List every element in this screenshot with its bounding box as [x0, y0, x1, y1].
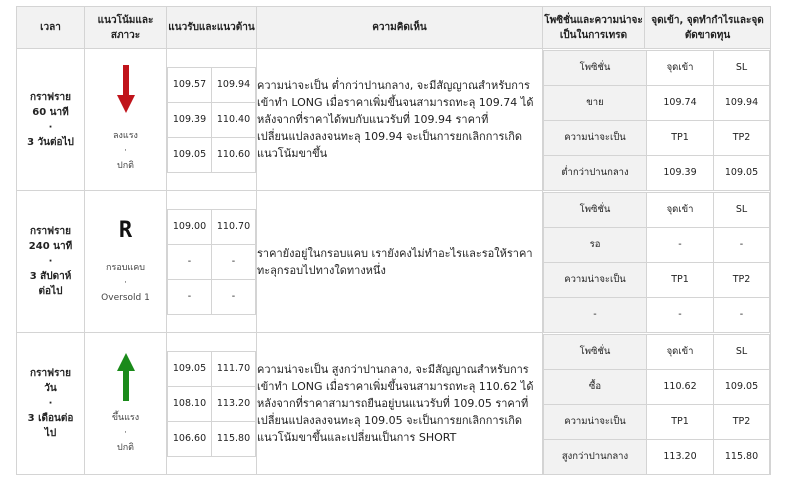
header-period: เวลา [17, 7, 85, 49]
support-level: 109.57 [168, 67, 212, 102]
trend-state: ปกติ [116, 443, 134, 453]
position-grid-cell [543, 333, 771, 475]
sl-value: - [714, 227, 770, 262]
support-level: - [168, 279, 212, 314]
table-row [17, 49, 771, 191]
resistance-level: 110.60 [212, 137, 256, 172]
probability-label: ความน่าจะเป็น [544, 404, 647, 439]
comment-text: ความน่าจะเป็น สูงกว่าปานกลาง, จะมีสัญญาณสำหรับการเข้าทำ LONG เมื่อราคาเพิ่มขึ้นจนสามารถทะลุ 110.62 ได้หลังจากที่ราคาสามารถยืนอยู่บนแนวรับที่ 109.05 ราคาที่เปลี่ยนแปลงลงจนทะลุ 109.05 จะเป็นการยกเลิกการเกิดแนวโน้มขาขึ้นและเปลี่ยนเป็นการ SHORT [257, 333, 543, 475]
position-grid [543, 50, 770, 190]
sl-label: SL [714, 334, 770, 369]
trend-label: ลงแรง [113, 131, 138, 141]
resistance-level: - [212, 279, 256, 314]
period-line: 240 นาที [28, 241, 73, 252]
position-value: ซื้อ [544, 369, 647, 404]
entry-value: - [647, 227, 714, 262]
sl-value: 109.94 [714, 85, 770, 120]
tp1-value: 113.20 [647, 439, 714, 474]
period-cell [17, 191, 85, 333]
tp2-label: TP2 [714, 262, 770, 297]
position-label: โพซิชั่น [544, 334, 647, 369]
levels-cell [167, 333, 257, 475]
tp2-value: 109.05 [714, 155, 770, 190]
table-row [17, 191, 771, 333]
period-line: · [48, 121, 53, 133]
sl-label: SL [714, 192, 770, 227]
period-line: ไป [44, 428, 57, 439]
levels-cell [167, 191, 257, 333]
trend-cell [85, 333, 167, 475]
tp1-label: TP1 [647, 404, 714, 439]
trend-label: ขึ้นแรง [111, 413, 140, 423]
support-level: 109.39 [168, 102, 212, 137]
resistance-level: 110.70 [212, 209, 256, 244]
header-row [17, 7, 771, 49]
position-grid [543, 334, 770, 474]
trend-dot: · [124, 146, 127, 156]
tp2-value: 115.80 [714, 439, 770, 474]
tp2-value: - [714, 297, 770, 332]
support-level: 108.10 [168, 386, 212, 421]
resistance-level: - [212, 244, 256, 279]
support-level: 109.05 [168, 351, 212, 386]
period-line: 3 สัปดาห์ [29, 271, 72, 282]
entry-label: จุดเข้า [647, 192, 714, 227]
sl-value: 109.05 [714, 369, 770, 404]
arrow-down-icon [116, 65, 136, 115]
period-line: กราฟราย [30, 226, 71, 237]
resistance-level: 113.20 [212, 386, 256, 421]
header-comment: ความคิดเห็น [257, 7, 543, 49]
trend-state: Oversold 1 [101, 293, 150, 303]
entry-value: 110.62 [647, 369, 714, 404]
resistance-level: 111.70 [212, 351, 256, 386]
tp1-label: TP1 [647, 120, 714, 155]
position-grid [543, 192, 770, 332]
period-line: 60 นาที [32, 106, 69, 118]
period-line: ต่อไป [38, 286, 63, 297]
period-line: 3 เดือนต่อ [27, 413, 74, 424]
trend-dot: · [124, 278, 127, 288]
tp2-label: TP2 [714, 120, 770, 155]
period-line: · [48, 256, 53, 267]
entry-label: จุดเข้า [647, 334, 714, 369]
header-entry: จุดเข้า, จุดทำกำไรและจุดตัดขาดทุน [645, 7, 771, 49]
trend-cell [85, 191, 167, 333]
trend-cell [85, 49, 167, 191]
comment-text: ราคายังอยู่ในกรอบแคบ เรายังคงไม่ทำอะไรและรอให้ราคาทะลุกรอบไปทางใดทางหนึ่ง [257, 191, 543, 333]
arrow-up-icon [116, 351, 136, 401]
probability-label: ความน่าจะเป็น [544, 262, 647, 297]
trend-state: ปกติ [116, 161, 134, 171]
period-line: วัน [44, 383, 57, 394]
tp2-label: TP2 [714, 404, 770, 439]
probability-label: ความน่าจะเป็น [544, 120, 647, 155]
position-label: โพซิชั่น [544, 192, 647, 227]
sl-label: SL [714, 50, 770, 85]
entry-label: จุดเข้า [647, 50, 714, 85]
resistance-level: 115.80 [212, 421, 256, 456]
header-position: โพซิชั่นและความน่าจะเป็นในการเทรด [543, 7, 645, 49]
entry-value: 109.74 [647, 85, 714, 120]
period-line: กราฟราย [30, 368, 71, 379]
trend-dot: · [124, 428, 127, 438]
position-grid-cell [543, 49, 771, 191]
tp1-value: - [647, 297, 714, 332]
position-grid-cell [543, 191, 771, 333]
levels-cell [167, 49, 257, 191]
support-level: 109.00 [168, 209, 212, 244]
header-trend: แนวโน้มและสภาวะ [85, 7, 167, 49]
probability-value: - [544, 297, 647, 332]
trend-label: กรอบแคบ [106, 263, 145, 273]
probability-value: สูงกว่าปานกลาง [544, 439, 647, 474]
support-level: 106.60 [168, 421, 212, 456]
period-line: 3 วันต่อไป [27, 136, 74, 148]
resistance-level: 110.40 [212, 102, 256, 137]
table-row [17, 333, 771, 475]
period-line: กราฟราย [30, 91, 71, 103]
header-levels: แนวรับและแนวต้าน [167, 7, 257, 49]
position-label: โพซิชั่น [544, 50, 647, 85]
probability-value: ต่ำกว่าปานกลาง [544, 155, 647, 190]
period-cell [17, 49, 85, 191]
comment-text: ความน่าจะเป็น ต่ำกว่าปานกลาง, จะมีสัญญาณสำหรับการเข้าทำ LONG เมื่อราคาเพิ่มขึ้นจนสามารถทะลุ 109.74 ได้หลังจากที่ราคาได้พบกับแนวรับที่ 109.94 ราคาที่เปลี่ยนแปลงลงจนทะลุ 109.94 จะเป็นการยกเลิกการเกิดแนวโน้มขาขึ้น [257, 49, 543, 191]
tp1-value: 109.39 [647, 155, 714, 190]
support-level: - [168, 244, 212, 279]
period-line: · [48, 398, 53, 409]
forecast-table [16, 6, 771, 475]
position-value: ขาย [544, 85, 647, 120]
period-cell [17, 333, 85, 475]
position-value: รอ [544, 227, 647, 262]
tp1-label: TP1 [647, 262, 714, 297]
r-letter-icon: R [118, 218, 133, 243]
support-level: 109.05 [168, 137, 212, 172]
resistance-level: 109.94 [212, 67, 256, 102]
